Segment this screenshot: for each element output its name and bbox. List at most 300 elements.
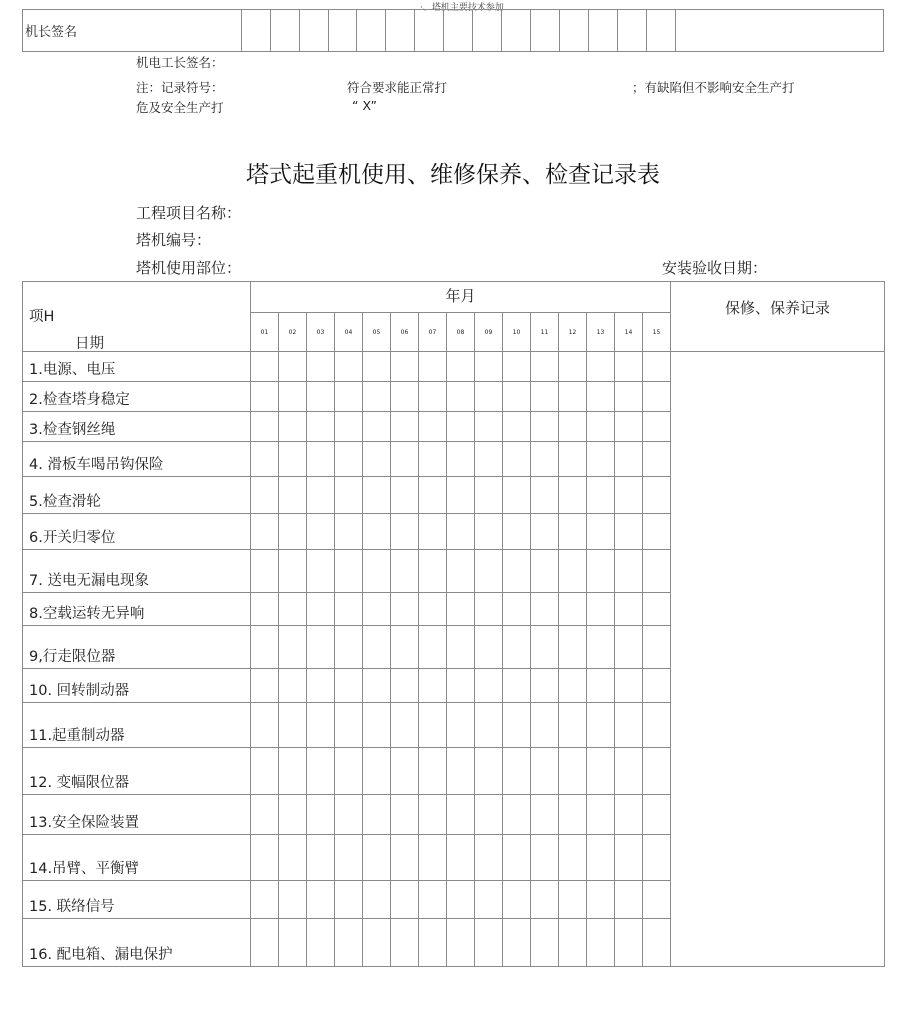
check-cell[interactable]: [559, 881, 587, 919]
check-cell[interactable]: [363, 442, 391, 477]
check-cell[interactable]: [419, 748, 447, 795]
signature-cell[interactable]: [560, 10, 589, 52]
check-cell[interactable]: [615, 919, 643, 967]
check-cell[interactable]: [447, 919, 475, 967]
check-cell[interactable]: [503, 412, 531, 442]
check-cell[interactable]: [615, 835, 643, 881]
check-cell[interactable]: [559, 669, 587, 703]
check-cell[interactable]: [559, 442, 587, 477]
crane-number-field: 塔机编号：: [136, 231, 212, 249]
check-item-label: 13.安全保险装置: [23, 795, 251, 835]
check-item-label: 8.空载运转无异响: [23, 593, 251, 626]
check-cell[interactable]: [363, 795, 391, 835]
check-cell[interactable]: [419, 703, 447, 748]
check-cell[interactable]: [503, 626, 531, 669]
check-cell[interactable]: [447, 835, 475, 881]
check-cell[interactable]: [531, 477, 559, 514]
check-cell[interactable]: [531, 442, 559, 477]
check-cell[interactable]: [251, 703, 279, 748]
check-cell[interactable]: [559, 703, 587, 748]
check-cell[interactable]: [363, 626, 391, 669]
corner-date-label: 日期: [75, 336, 104, 352]
check-cell[interactable]: [615, 593, 643, 626]
check-cell[interactable]: [559, 593, 587, 626]
check-cell[interactable]: [419, 795, 447, 835]
check-cell[interactable]: [643, 382, 671, 412]
check-cell[interactable]: [419, 593, 447, 626]
check-cell[interactable]: [279, 412, 307, 442]
note-danger: 危及安全生产打: [136, 100, 224, 115]
check-cell[interactable]: [391, 881, 419, 919]
check-cell[interactable]: [251, 881, 279, 919]
check-cell[interactable]: [251, 477, 279, 514]
check-cell[interactable]: [335, 626, 363, 669]
check-cell[interactable]: [279, 748, 307, 795]
check-cell[interactable]: [587, 593, 615, 626]
check-cell[interactable]: [475, 593, 503, 626]
signature-cell[interactable]: [589, 10, 618, 52]
check-cell[interactable]: [643, 795, 671, 835]
check-cell[interactable]: [559, 626, 587, 669]
check-cell[interactable]: [307, 550, 335, 593]
check-item-label: 15. 联络信号: [23, 881, 251, 919]
table-row: [23, 352, 885, 382]
check-cell[interactable]: [559, 835, 587, 881]
check-cell[interactable]: [251, 748, 279, 795]
check-cell[interactable]: [559, 477, 587, 514]
check-cell[interactable]: [419, 352, 447, 382]
check-cell[interactable]: [615, 748, 643, 795]
check-cell[interactable]: [279, 550, 307, 593]
check-cell[interactable]: [279, 382, 307, 412]
check-cell[interactable]: [587, 477, 615, 514]
check-cell[interactable]: [531, 748, 559, 795]
check-cell[interactable]: [251, 593, 279, 626]
check-cell[interactable]: [251, 835, 279, 881]
check-cell[interactable]: [335, 477, 363, 514]
check-cell[interactable]: [503, 881, 531, 919]
check-cell[interactable]: [447, 795, 475, 835]
check-cell[interactable]: [335, 352, 363, 382]
project-name-field: 工程项目名称：: [136, 204, 242, 222]
check-cell[interactable]: [447, 626, 475, 669]
check-cell[interactable]: [307, 835, 335, 881]
day-header-07: 07: [419, 313, 447, 352]
check-cell[interactable]: [335, 669, 363, 703]
check-cell[interactable]: [475, 748, 503, 795]
check-cell[interactable]: [503, 514, 531, 550]
check-cell[interactable]: [391, 626, 419, 669]
check-cell[interactable]: [279, 352, 307, 382]
check-item-label: 12. 变幅限位器: [23, 748, 251, 795]
check-cell[interactable]: [251, 352, 279, 382]
check-cell[interactable]: [335, 748, 363, 795]
check-cell[interactable]: [251, 669, 279, 703]
check-cell[interactable]: [643, 514, 671, 550]
check-cell[interactable]: [503, 550, 531, 593]
check-cell[interactable]: [279, 626, 307, 669]
check-cell[interactable]: [307, 669, 335, 703]
check-cell[interactable]: [559, 748, 587, 795]
day-header-05: 05: [363, 313, 391, 352]
check-cell[interactable]: [279, 442, 307, 477]
check-cell[interactable]: [251, 412, 279, 442]
captain-signature-table: [22, 9, 884, 52]
check-cell[interactable]: [615, 382, 643, 412]
check-cell[interactable]: [391, 669, 419, 703]
check-cell[interactable]: [615, 477, 643, 514]
check-cell[interactable]: [531, 412, 559, 442]
check-cell[interactable]: [391, 593, 419, 626]
check-cell[interactable]: [279, 477, 307, 514]
check-cell[interactable]: [363, 703, 391, 748]
day-header-01: 01: [251, 313, 279, 352]
check-cell[interactable]: [615, 442, 643, 477]
day-header-08: 08: [447, 313, 475, 352]
check-cell[interactable]: [251, 626, 279, 669]
signature-cell[interactable]: [473, 10, 502, 52]
check-cell[interactable]: [419, 382, 447, 412]
check-cell[interactable]: [615, 550, 643, 593]
check-cell[interactable]: [531, 514, 559, 550]
check-cell[interactable]: [363, 477, 391, 514]
check-cell[interactable]: [447, 703, 475, 748]
signature-cell[interactable]: [531, 10, 560, 52]
check-cell[interactable]: [475, 881, 503, 919]
check-cell[interactable]: [503, 477, 531, 514]
check-cell[interactable]: [363, 835, 391, 881]
check-cell[interactable]: [531, 550, 559, 593]
check-cell[interactable]: [643, 748, 671, 795]
signature-cell[interactable]: [329, 10, 357, 52]
check-cell[interactable]: [307, 352, 335, 382]
check-cell[interactable]: [615, 881, 643, 919]
check-cell[interactable]: [643, 477, 671, 514]
check-cell[interactable]: [335, 881, 363, 919]
check-cell[interactable]: [615, 703, 643, 748]
check-cell[interactable]: [335, 919, 363, 967]
check-cell[interactable]: [363, 748, 391, 795]
check-cell[interactable]: [559, 412, 587, 442]
acceptance-date-field: 安装验收日期：: [662, 259, 768, 277]
day-header-13: 13: [587, 313, 615, 352]
corner-item-label: 项H: [29, 309, 55, 325]
check-cell[interactable]: [419, 477, 447, 514]
running-header: ·、塔机主要技术参加: [420, 3, 504, 13]
check-cell[interactable]: [531, 835, 559, 881]
day-header-11: 11: [531, 313, 559, 352]
signature-cell[interactable]: [271, 10, 300, 52]
check-cell[interactable]: [335, 703, 363, 748]
check-cell[interactable]: [447, 748, 475, 795]
check-cell[interactable]: [251, 382, 279, 412]
check-cell[interactable]: [475, 550, 503, 593]
signature-cell[interactable]: [300, 10, 329, 52]
check-cell[interactable]: [419, 514, 447, 550]
check-cell[interactable]: [559, 352, 587, 382]
check-cell[interactable]: [391, 703, 419, 748]
check-cell[interactable]: [419, 835, 447, 881]
check-cell[interactable]: [503, 748, 531, 795]
check-cell[interactable]: [559, 514, 587, 550]
note-defect-ok: ；有缺陷但不影响安全生产打: [632, 80, 795, 95]
check-cell[interactable]: [475, 382, 503, 412]
check-cell[interactable]: [587, 881, 615, 919]
check-cell[interactable]: [503, 835, 531, 881]
check-cell[interactable]: [307, 412, 335, 442]
day-header-03: 03: [307, 313, 335, 352]
year-month-header: 年月: [251, 282, 671, 313]
check-cell[interactable]: [363, 352, 391, 382]
check-cell[interactable]: [391, 550, 419, 593]
check-cell[interactable]: [475, 352, 503, 382]
signature-cell[interactable]: [618, 10, 647, 52]
check-cell[interactable]: [531, 382, 559, 412]
check-cell[interactable]: [419, 626, 447, 669]
check-cell[interactable]: [643, 412, 671, 442]
check-cell[interactable]: [643, 919, 671, 967]
check-cell[interactable]: [307, 748, 335, 795]
check-cell[interactable]: [587, 514, 615, 550]
check-cell[interactable]: [559, 795, 587, 835]
check-cell[interactable]: [251, 442, 279, 477]
check-item-label: 1.电源、电压: [23, 352, 251, 382]
check-cell[interactable]: [279, 593, 307, 626]
check-cell[interactable]: [307, 795, 335, 835]
check-cell[interactable]: [531, 703, 559, 748]
note-meets-requirement: 符合要求能正常打: [347, 80, 448, 95]
signature-cell[interactable]: [444, 10, 473, 52]
day-header-15: 15: [643, 313, 671, 352]
check-cell[interactable]: [531, 352, 559, 382]
check-cell[interactable]: [475, 626, 503, 669]
check-cell[interactable]: [251, 514, 279, 550]
check-cell[interactable]: [391, 795, 419, 835]
check-cell[interactable]: [447, 514, 475, 550]
check-cell[interactable]: [335, 550, 363, 593]
check-cell[interactable]: [587, 626, 615, 669]
check-cell[interactable]: [475, 477, 503, 514]
check-cell[interactable]: [447, 477, 475, 514]
check-cell[interactable]: [335, 514, 363, 550]
check-cell[interactable]: [503, 919, 531, 967]
check-cell[interactable]: [279, 703, 307, 748]
check-cell[interactable]: [447, 442, 475, 477]
check-cell[interactable]: [307, 919, 335, 967]
check-cell[interactable]: [391, 442, 419, 477]
record-header: 保修、保养记录: [671, 282, 885, 352]
check-cell[interactable]: [251, 919, 279, 967]
check-cell[interactable]: [559, 919, 587, 967]
check-cell[interactable]: [363, 514, 391, 550]
check-cell[interactable]: [531, 626, 559, 669]
check-cell[interactable]: [587, 703, 615, 748]
check-cell[interactable]: [279, 795, 307, 835]
check-cell[interactable]: [447, 881, 475, 919]
corner-header: [23, 282, 251, 352]
check-cell[interactable]: [391, 748, 419, 795]
check-item-label: 11.起重制动器: [23, 703, 251, 748]
check-cell[interactable]: [475, 835, 503, 881]
check-cell[interactable]: [475, 795, 503, 835]
check-cell[interactable]: [335, 593, 363, 626]
check-cell[interactable]: [615, 795, 643, 835]
check-cell[interactable]: [307, 514, 335, 550]
check-cell[interactable]: [475, 514, 503, 550]
check-item-label: 14.吊臂、平衡臂: [23, 835, 251, 881]
check-cell[interactable]: [531, 795, 559, 835]
signature-cell[interactable]: [676, 10, 884, 52]
check-item-label: 7. 送电无漏电现象: [23, 550, 251, 593]
check-cell[interactable]: [587, 795, 615, 835]
check-cell[interactable]: [643, 626, 671, 669]
maintenance-record-area[interactable]: [671, 352, 885, 967]
check-cell[interactable]: [643, 669, 671, 703]
check-cell[interactable]: [503, 669, 531, 703]
check-cell[interactable]: [587, 669, 615, 703]
signature-cell[interactable]: [242, 10, 271, 52]
check-cell[interactable]: [335, 412, 363, 442]
check-cell[interactable]: [503, 382, 531, 412]
check-cell[interactable]: [643, 703, 671, 748]
check-cell[interactable]: [447, 593, 475, 626]
check-cell[interactable]: [419, 881, 447, 919]
electrician-sign-label: 机电工长签名：: [136, 55, 224, 70]
check-cell[interactable]: [503, 442, 531, 477]
check-cell[interactable]: [419, 442, 447, 477]
check-cell[interactable]: [419, 919, 447, 967]
check-cell[interactable]: [447, 412, 475, 442]
check-cell[interactable]: [279, 835, 307, 881]
use-location-field: 塔机使用部位：: [136, 259, 242, 277]
check-cell[interactable]: [587, 412, 615, 442]
check-cell[interactable]: [251, 795, 279, 835]
check-cell[interactable]: [503, 352, 531, 382]
check-cell[interactable]: [615, 626, 643, 669]
check-cell[interactable]: [419, 669, 447, 703]
check-cell[interactable]: [615, 669, 643, 703]
check-cell[interactable]: [587, 442, 615, 477]
check-cell[interactable]: [363, 593, 391, 626]
check-cell[interactable]: [391, 382, 419, 412]
check-cell[interactable]: [307, 626, 335, 669]
check-cell[interactable]: [643, 550, 671, 593]
check-cell[interactable]: [419, 550, 447, 593]
check-cell[interactable]: [391, 919, 419, 967]
check-cell[interactable]: [279, 669, 307, 703]
page-title: 塔式起重机使用、维修保养、检查记录表: [246, 162, 660, 188]
check-item-label: 3.检查钢丝绳: [23, 412, 251, 442]
check-item-label: 4. 滑板车喝吊钩保险: [23, 442, 251, 477]
check-cell[interactable]: [307, 881, 335, 919]
check-cell[interactable]: [531, 669, 559, 703]
check-cell[interactable]: [279, 919, 307, 967]
check-cell[interactable]: [643, 442, 671, 477]
check-cell[interactable]: [363, 382, 391, 412]
check-cell[interactable]: [475, 669, 503, 703]
check-cell[interactable]: [307, 382, 335, 412]
check-cell[interactable]: [335, 382, 363, 412]
check-cell[interactable]: [391, 352, 419, 382]
check-cell[interactable]: [279, 514, 307, 550]
check-cell[interactable]: [475, 703, 503, 748]
check-cell[interactable]: [363, 881, 391, 919]
check-cell[interactable]: [363, 669, 391, 703]
check-cell[interactable]: [391, 412, 419, 442]
check-cell[interactable]: [615, 352, 643, 382]
check-cell[interactable]: [307, 477, 335, 514]
check-cell[interactable]: [531, 593, 559, 626]
day-header-14: 14: [615, 313, 643, 352]
check-cell[interactable]: [531, 881, 559, 919]
note-label: 注：记录符号：: [136, 80, 224, 95]
check-item-label: 6.开关归零位: [23, 514, 251, 550]
check-cell[interactable]: [643, 835, 671, 881]
check-cell[interactable]: [363, 919, 391, 967]
signature-cell[interactable]: [415, 10, 444, 52]
check-cell[interactable]: [335, 795, 363, 835]
check-cell[interactable]: [363, 550, 391, 593]
check-cell[interactable]: [475, 442, 503, 477]
signature-cell[interactable]: [357, 10, 386, 52]
check-cell[interactable]: [391, 514, 419, 550]
check-cell[interactable]: [503, 703, 531, 748]
check-cell[interactable]: [503, 593, 531, 626]
check-cell[interactable]: [307, 703, 335, 748]
day-header-12: 12: [559, 313, 587, 352]
check-cell[interactable]: [559, 550, 587, 593]
check-cell[interactable]: [587, 352, 615, 382]
check-cell[interactable]: [307, 593, 335, 626]
check-cell[interactable]: [587, 919, 615, 967]
check-cell[interactable]: [363, 412, 391, 442]
check-cell[interactable]: [391, 835, 419, 881]
check-cell[interactable]: [307, 442, 335, 477]
check-cell[interactable]: [643, 593, 671, 626]
check-cell[interactable]: [615, 412, 643, 442]
check-cell[interactable]: [419, 412, 447, 442]
signature-cell[interactable]: [386, 10, 415, 52]
check-cell[interactable]: [615, 514, 643, 550]
note-x-symbol: “ X”: [352, 98, 377, 113]
check-cell[interactable]: [587, 382, 615, 412]
check-cell[interactable]: [559, 382, 587, 412]
check-cell[interactable]: [643, 881, 671, 919]
check-cell[interactable]: [447, 352, 475, 382]
check-cell[interactable]: [643, 352, 671, 382]
check-item-label: 9,行走限位器: [23, 626, 251, 669]
signature-cell[interactable]: [647, 10, 676, 52]
check-cell[interactable]: [447, 669, 475, 703]
check-cell[interactable]: [447, 550, 475, 593]
check-cell[interactable]: [503, 795, 531, 835]
check-cell[interactable]: [391, 477, 419, 514]
check-cell[interactable]: [587, 835, 615, 881]
signature-cell[interactable]: [502, 10, 531, 52]
check-cell[interactable]: [335, 835, 363, 881]
check-cell[interactable]: [531, 919, 559, 967]
check-cell[interactable]: [587, 550, 615, 593]
check-cell[interactable]: [279, 881, 307, 919]
check-item-label: 5.检查滑轮: [23, 477, 251, 514]
check-cell[interactable]: [587, 748, 615, 795]
check-cell[interactable]: [475, 412, 503, 442]
check-cell[interactable]: [335, 442, 363, 477]
check-cell[interactable]: [475, 919, 503, 967]
check-cell[interactable]: [447, 382, 475, 412]
check-cell[interactable]: [251, 550, 279, 593]
captain-sign-label: 机长签名: [23, 10, 242, 52]
